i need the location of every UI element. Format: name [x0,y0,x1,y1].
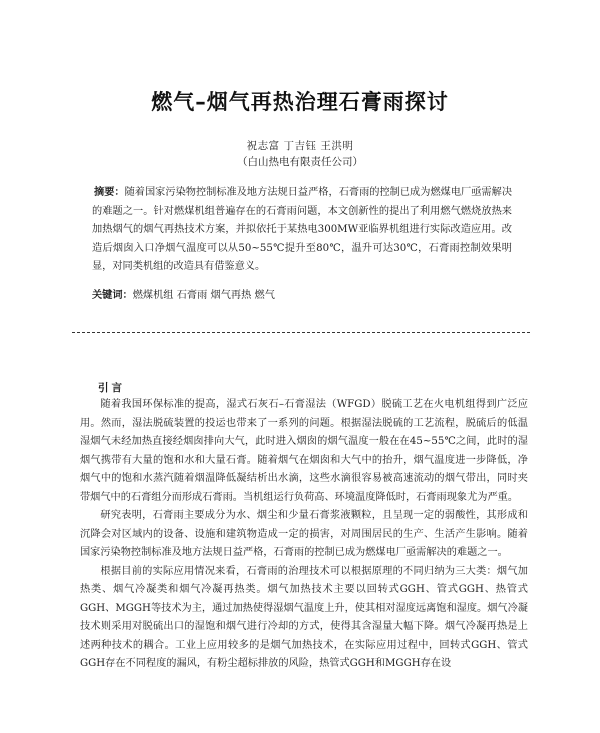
section-heading: 引言 [98,382,125,394]
author-affiliation: （白山热电有限责任公司） [237,156,363,168]
keywords-label: 关键词： [92,290,133,301]
paper-title: 燃气–烟气再热治理石膏雨探讨 [151,90,449,114]
body-paragraph: 研究表明，石膏雨主要成分为水、烟尘和少量石膏浆液颗粒，且呈现一定的弱酸性，其形成和沉降会对区域内的设备、设施和建筑物造成一定的损害，对周围居民的生产、生活产生影响。随着国家污染物控制标准及地方法规日益严格，石膏雨的控制已成为燃煤电厂亟需解决的难题之一。 [80,510,528,558]
author-list: 祝志富 丁吉钰 王洪明 [246,140,354,152]
abstract [92,184,512,277]
abstract-label: 摘要： [94,187,125,198]
keywords-text: 燃煤机组 石膏雨 烟气再热 燃气 [132,290,275,301]
abstract-text: 随着国家污染物控制标准及地方法规日益严格，石膏雨的控制已成为燃煤电厂亟需解决的难题之一。针对燃煤机组普遍存在的石膏雨问题，本文创新性的提出了利用燃气燃烧放热来加热烟气的烟气再热技术方案，并拟依托于某热电300MW亚临界机组进行实际改造应用。改造后烟囱入口净烟气温度可以从50~55℃提升至80℃，温升可达30℃，石膏雨控制效果明显，对同类机组的改造具有借鉴意义。 [92,187,513,272]
body-paragraph: 根据目前的实际应用情况来看，石膏雨的治理技术可以根据原理的不同归纳为三大类：烟气加热类、烟气冷凝类和烟气冷凝再热类。烟气加热技术主要以回转式GGH、管式GGH、热管式GGH、MGGH等技术为主，通过加热使得湿烟气温度上升，使其相对湿度远离饱和湿度。烟气冷凝技术则采用对脱硫出口的湿饱和烟气进行冷却的方式，使得其含湿量大幅下降。烟气冷凝再热是上述两种技术的耦合。工业上应用较多的是烟气加热技术，在实际应用过程中，回转式GGH、管式GGH存在不同程度的漏风，有粉尘超标排放的风险，热管式GGH和MGGH存在设 [80,565,528,669]
body-paragraph: 随着我国环保标准的提高，湿式石灰石–石膏湿法（WFGD）脱硫工艺在火电机组得到广泛应用。然而，湿法脱硫装置的投运也带来了一系列的问题。根据湿法脱硫的工艺流程，脱硫后的低温湿烟气未经加热直接经烟囱排向大气，此时进入烟囱的烟气温度一般在在45~55℃之间，此时的湿烟气携带有大量的饱和水和大量石膏。随着烟气在烟囱和大气中的抬升，烟气温度进一步降低，净烟气中的饱和水蒸汽随着烟温降低凝结析出水滴，这些水滴很容易被高速流动的烟气带出，同时夹带烟气中的石膏组分而形成石膏雨。当机组运行负荷高、环境温度降低时，石膏雨现象尤为严重。 [80,399,528,503]
keywords [92,286,512,301]
section-divider [72,332,530,333]
body-text [80,396,528,674]
